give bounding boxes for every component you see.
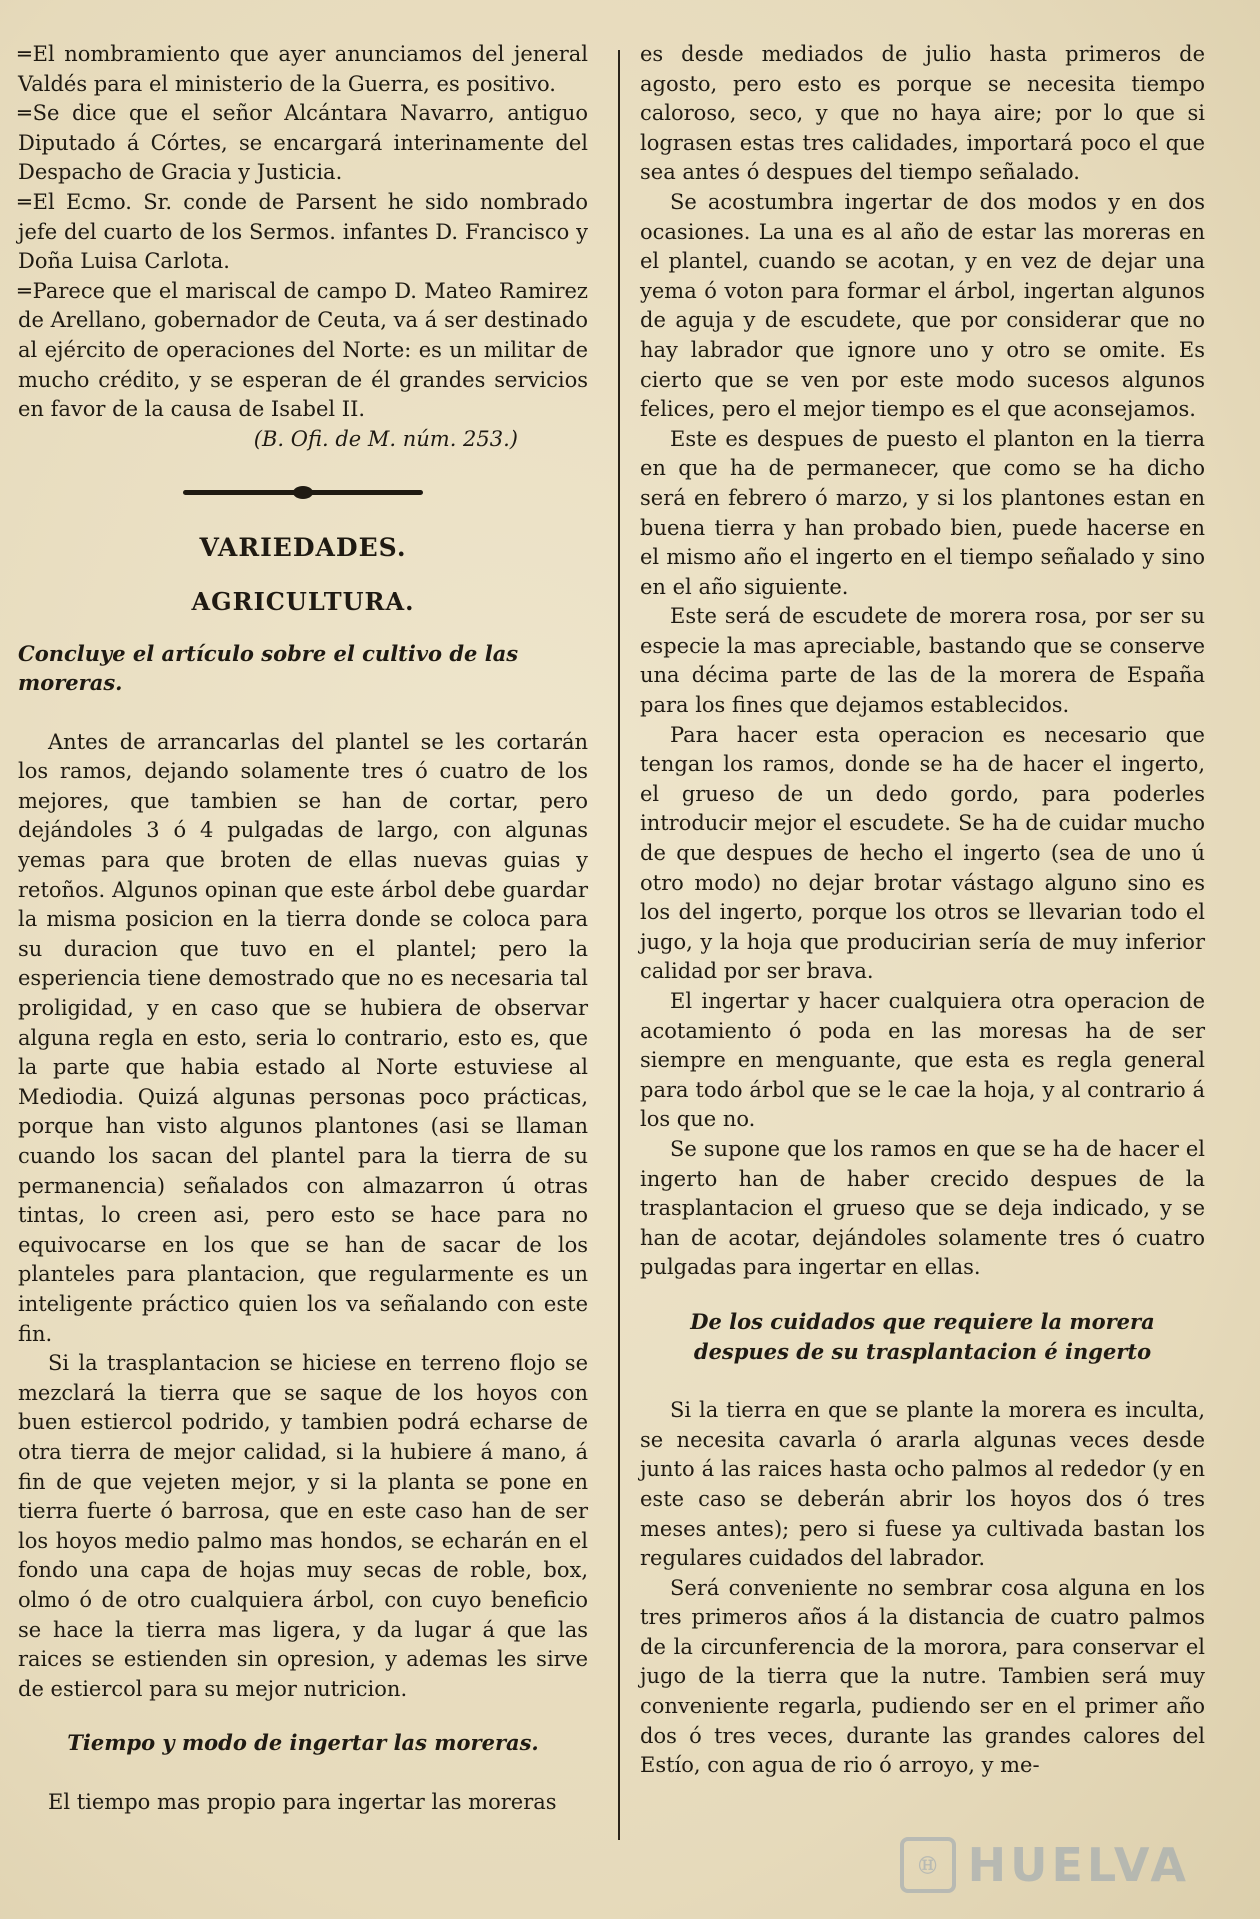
article-paragraph: Para hacer esta operacion es necesario que tengan los ramos, donde se ha de hacer el ingerto, el grueso de un dedo gordo, para poderles introducir mejor el escudete. Se ha de cuidar mucho de que despues de hecho el ingerto (sea de uno ú otro modo) no dejar brotar vástago alguno sino es los del ingerto, porque los otros se llevarian todo el jugo, y la hoja que producirian sería de muy inferior calidad por ser brava.: [640, 722, 1205, 984]
article-heading: Concluye el artículo sobre el cultivo de las moreras.: [18, 640, 519, 696]
article-paragraph: Antes de arrancarlas del plantel se les cortarán los ramos, dejando solamente tres ó cuatro de los mejores, que tambien se han de cortar, pero dejándoles 3 ó 4 pulgadas de largo, con algunas yemas para que broten de ellas nuevas guias y retoños. Algunos opinan que este árbol debe guardar la misma posicion en la tierra donde se coloca para su duracion que tuvo en el plantel; pero la esperiencia tiene demostrado que no es necesaria tal proligidad, y en caso que se hubiera de observar alguna regla en esto, seria lo contrario, esto es, que la parte que habia estado al Norte estuviese al Mediodia. Quizá algunas personas poco prácticas, porque han visto algunos plantones (asi se llaman cuando los sacan del plantel para la tierra de su permanencia) señalados con almazarron ú otras tintas, lo creen asi, pero esto se hace para no equivocarse en los que se han de sacar de los planteles para plantacion, que regularmente es un inteligente práctico quien los va señalando con este fin.: [18, 729, 588, 1346]
article-paragraph: Este será de escudete de morera rosa, por ser su especie la mas apreciable, bastando que se conserve una décima parte de las de la morera de España para los fines que dejamos establecidos.: [640, 604, 1205, 718]
source-citation: (B. Ofi. de M. núm. 253.): [253, 426, 518, 451]
section-title: VARIEDADES.: [199, 533, 407, 563]
archive-watermark: [900, 1837, 1190, 1893]
column-rule: [618, 50, 620, 1840]
news-item: ═ Se dice que el señor Alcántara Navarro, antiguo Diputado á Córtes, se encargará interinamente del Despacho de Gracia y Justicia.: [18, 99, 588, 188]
article-paragraph: Si la trasplantacion se hiciese en terreno flojo se mezclará la tierra que se saque de los hoyos con buen estiercol podrido, y tambien podrá echarse de otra tierra de mejor calidad, si la hubiere á mano, á fin de que vejeten mejor, y si la planta se pone en tierra fuerte ó barrosa, que en este caso han de ser los hoyos medio palmo mas hondos, se echarán en el fondo una capa de hojas muy secas de roble, box, olmo ó de otro cualquiera árbol, con cuyo beneficio se hace la tierra mas ligera, y da lugar á que las raices se estienden sin opresion, y ademas les sirve de estiercol para su mejor nutricion.: [18, 1351, 588, 1701]
article-paragraph: Se supone que los ramos en que se ha de hacer el ingerto han de haber crecido despues de la trasplantacion el grueso que se deja indicado, y se han de acotar, dejándoles solamente tres ó cuatro pulgadas para ingertar en ellas.: [640, 1136, 1205, 1280]
article-paragraph: El ingertar y hacer cualquiera otra operacion de acotamiento ó poda en las moresas ha de ser siempre en menguante, que esta es regla general para todo árbol que se le cae la hoja, y al contrario á los que no.: [640, 989, 1205, 1132]
article-subheading: Tiempo y modo de ingertar las moreras.: [67, 1730, 539, 1756]
article-paragraph: Este es despues de puesto el planton en la tierra en que ha de permanecer, que como se ha dicho será en febrero ó marzo, y si los plantones estan en buena tierra y han probado bien, puede hacerse en el mismo año el ingerto en el tiempo señalado y sino en el año siguiente.: [640, 426, 1205, 599]
news-item: ═ El Ecmo. Sr. conde de Parsent he sido nombrado jefe del cuarto de los Sermos. infantes D. Francisco y Doña Luisa Carlota.: [18, 188, 588, 277]
article-paragraph: Será conveniente no sembrar cosa alguna en los tres primeros años á la distancia de cuatro palmos de la circunferencia de la morora, para conservar el jugo de la tierra que la nutre. Tambien será muy conveniente regarla, pudiendo ser en el primer año dos ó tres veces, durante las grandes calores del Estío, con agua de rio ó arroyo, y me-: [640, 1575, 1205, 1778]
article-paragraph: Si la tierra en que se plante la morera es inculta, se necesita cavarla ó ararla algunas veces desde junto á las raices hasta ocho palmos al rededor (y en este caso se deberán abrir los hoyos dos ó tres meses antes); pero si fuese ya cultivada bastan los regulares cuidados del labrador.: [640, 1398, 1205, 1571]
article-paragraph: Se acostumbra ingertar de dos modos y en dos ocasiones. La una es al año de estar las moreras en el plantel, cuando se acotan, y en vez de dejar una yema ó voton para formar el árbol, ingertan algunos de aguja y de escudete, que por considerar que no hay labrador que ignore uno y otro se omite. Es cierto que se ven por este modo sucesos algunos felices, pero el mejor tiempo es el que aconsejamos.: [640, 189, 1205, 422]
news-item: ═ El nombramiento que ayer anunciamos del jeneral Valdés para el ministerio de la Guerra, es positivo.: [18, 40, 588, 99]
article-paragraph: es desde mediados de julio hasta primeros de agosto, pero esto es porque se necesita tiempo caloroso, seco, y que no haya aire; por lo que si lograsen estas tres calidades, importará poco el que sea antes ó despues del tiempo señalado.: [640, 42, 1205, 185]
article-paragraph: El tiempo mas propio para ingertar las moreras: [48, 1789, 557, 1814]
right-column: [640, 40, 1205, 1781]
news-item: ═ Parece que el mariscal de campo D. Mateo Ramirez de Arellano, gobernador de Ceuta, va á ser destinado al ejército de operaciones del Norte: es un militar de mucho crédito, y se esperan de él grandes servicios en favor de la causa de Isabel II.: [18, 277, 588, 425]
left-column: [18, 40, 588, 1817]
subsection-title: AGRICULTURA.: [191, 586, 415, 616]
watermark-text: HUELVA: [967, 1838, 1190, 1892]
archive-logo-icon: Ⓗ: [900, 1837, 956, 1893]
ornamental-divider: [18, 490, 588, 495]
article-subheading: De los cuidados que requiere la morera despues de su trasplantacion é ingerto: [690, 1308, 1155, 1364]
